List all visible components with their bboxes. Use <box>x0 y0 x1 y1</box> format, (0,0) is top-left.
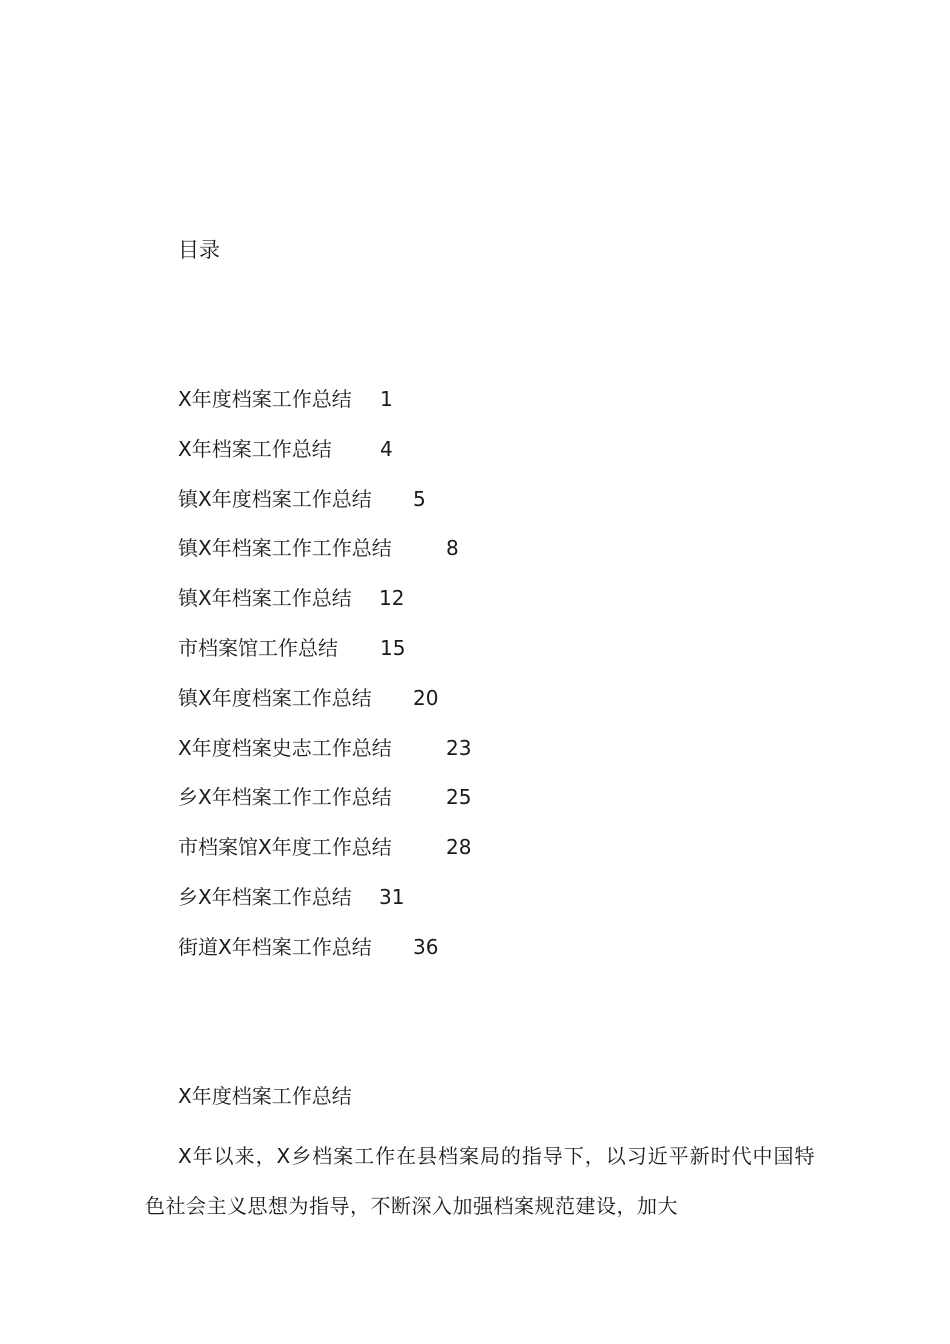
toc-item-title: 镇X年度档案工作总结 <box>178 685 372 710</box>
section-title: X年度档案工作总结 <box>178 1084 352 1108</box>
toc-item-title: 市档案馆工作总结 <box>178 635 338 660</box>
toc-item-page: 28 <box>446 835 472 860</box>
toc-item-page: 12 <box>379 586 405 611</box>
toc-item-title: 镇X年档案工作总结 <box>178 586 352 611</box>
toc-item-page: 15 <box>380 635 406 660</box>
toc-item-page: 1 <box>380 387 393 411</box>
toc-item-page: 20 <box>413 685 439 710</box>
toc-item-title: 镇X年度档案工作总结 <box>178 486 372 511</box>
toc-item-title: 乡X年档案工作总结 <box>178 884 352 909</box>
toc-item-page: 4 <box>380 436 393 461</box>
toc-item-page: 31 <box>379 884 405 909</box>
toc-item-title: 市档案馆X年度工作总结 <box>178 835 392 860</box>
toc-item-page: 36 <box>413 934 439 959</box>
toc-item-title: 镇X年档案工作工作总结 <box>178 536 392 561</box>
toc-item-page: 8 <box>446 536 459 561</box>
toc-item-title: 乡X年档案工作工作总结 <box>178 785 392 810</box>
toc-item-page: 23 <box>446 735 472 760</box>
toc-heading: 目录 <box>178 238 220 262</box>
toc-item-title: X年档案工作总结 <box>178 436 332 461</box>
toc-item-title: X年度档案史志工作总结 <box>178 735 392 760</box>
toc-item-title: 街道X年档案工作总结 <box>178 934 372 959</box>
toc-item-title: X年度档案工作总结 <box>178 387 352 411</box>
toc-item-page: 5 <box>413 486 426 511</box>
toc-item-page: 25 <box>446 785 472 810</box>
body-paragraph: X年以来，X乡档案工作在县档案局的指导下，以习近平新时代中国特色社会主义思想为指导，不断深入加强档案规范建设，加大 <box>145 1144 815 1218</box>
